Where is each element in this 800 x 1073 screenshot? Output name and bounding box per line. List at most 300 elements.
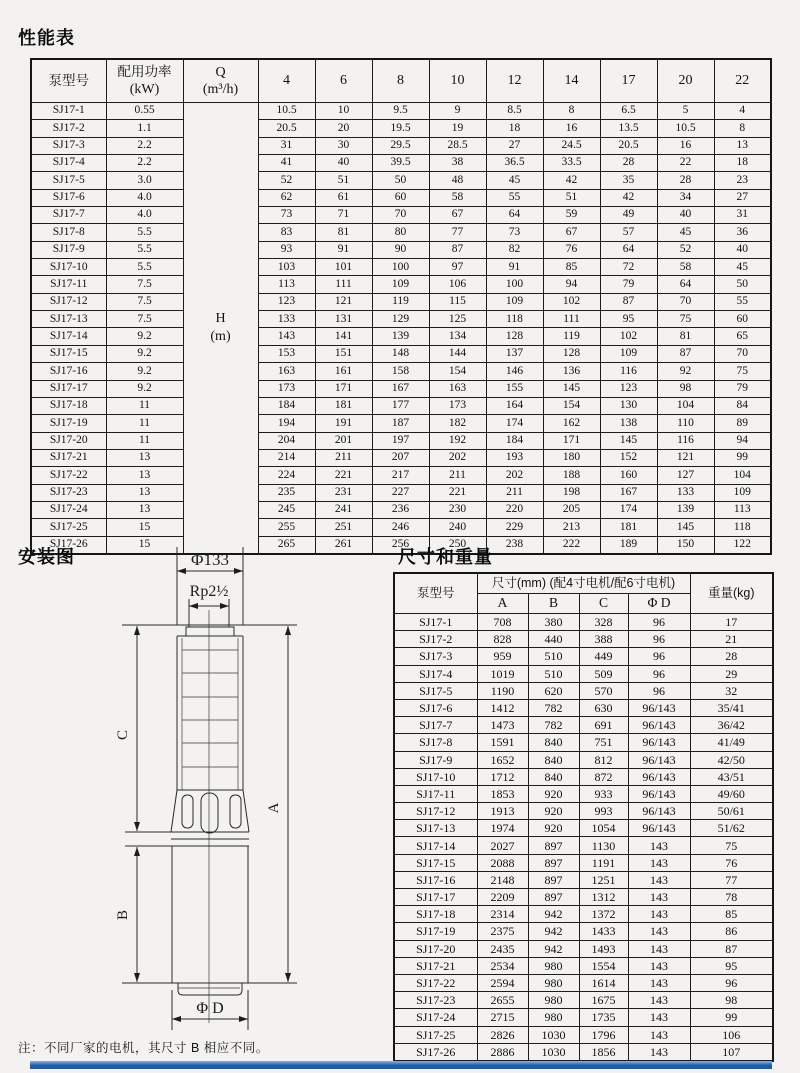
table-cell: 84 <box>714 397 771 414</box>
table-cell: 87 <box>657 345 714 362</box>
table-cell: 187 <box>372 415 429 432</box>
perf-col-flow: 4 <box>258 59 315 103</box>
table-cell: 897 <box>528 889 579 906</box>
dims-col-weight: 重量(kg) <box>690 573 773 614</box>
table-cell: SJ17-8 <box>31 224 106 241</box>
table-cell: 13 <box>106 501 183 518</box>
table-cell: 27 <box>486 137 543 154</box>
table-row <box>394 1009 773 1026</box>
table-cell: 43/51 <box>690 768 773 785</box>
table-cell: 1974 <box>477 820 528 837</box>
table-cell: SJ17-12 <box>394 803 477 820</box>
table-cell: 51/62 <box>690 820 773 837</box>
perf-col-flow: 10 <box>429 59 486 103</box>
table-cell: 1130 <box>579 837 628 854</box>
table-cell: 10.5 <box>258 103 315 120</box>
table-cell: SJ17-6 <box>394 699 477 716</box>
table-cell: 146 <box>486 363 543 380</box>
table-cell: 67 <box>429 207 486 224</box>
table-cell: 42/50 <box>690 751 773 768</box>
table-cell: 77 <box>429 224 486 241</box>
dims-col-group: 尺寸(mm) (配4寸电机/配6寸电机) <box>477 573 690 594</box>
table-cell: 193 <box>486 449 543 466</box>
table-cell: 76 <box>543 241 600 258</box>
table-cell: 150 <box>657 536 714 554</box>
table-row <box>31 415 771 432</box>
table-cell: 191 <box>315 415 372 432</box>
table-cell: 86 <box>690 923 773 940</box>
table-cell: 9.5 <box>372 103 429 120</box>
table-cell: 897 <box>528 837 579 854</box>
table-cell: 42 <box>543 172 600 189</box>
table-row <box>31 449 771 466</box>
table-cell: 100 <box>486 276 543 293</box>
table-cell: 155 <box>486 380 543 397</box>
table-cell: 11 <box>106 415 183 432</box>
table-cell: 4.0 <box>106 189 183 206</box>
table-cell: 109 <box>600 345 657 362</box>
table-row <box>31 293 771 310</box>
table-cell: 148 <box>372 345 429 362</box>
table-cell: SJ17-13 <box>31 311 106 328</box>
table-cell: 93 <box>258 241 315 258</box>
table-cell: SJ17-25 <box>31 519 106 536</box>
table-cell: 85 <box>543 259 600 276</box>
table-cell: 181 <box>315 397 372 414</box>
table-cell: 173 <box>429 397 486 414</box>
table-cell: 261 <box>315 536 372 554</box>
table-cell: 41/49 <box>690 734 773 751</box>
table-cell: 143 <box>628 871 690 888</box>
table-row <box>31 432 771 449</box>
table-cell: 177 <box>372 397 429 414</box>
dim-label-rp: Rp2½ <box>189 583 229 600</box>
table-cell: 2027 <box>477 837 528 854</box>
table-cell: SJ17-19 <box>31 415 106 432</box>
table-cell: 116 <box>657 432 714 449</box>
table-cell: 620 <box>528 682 579 699</box>
table-cell: 81 <box>657 328 714 345</box>
table-cell: 265 <box>258 536 315 554</box>
table-cell: 256 <box>372 536 429 554</box>
table-cell: 143 <box>628 992 690 1009</box>
table-cell: 255 <box>258 519 315 536</box>
table-cell: 34 <box>657 189 714 206</box>
table-cell: 109 <box>714 484 771 501</box>
table-cell: 980 <box>528 1009 579 1026</box>
table-cell: 980 <box>528 974 579 991</box>
table-row <box>394 1026 773 1043</box>
table-cell: 96 <box>628 665 690 682</box>
table-cell: 96/143 <box>628 717 690 734</box>
table-cell: 16 <box>657 137 714 154</box>
table-cell: 89 <box>714 415 771 432</box>
table-cell: SJ17-16 <box>31 363 106 380</box>
table-cell: 51 <box>315 172 372 189</box>
table-cell: 143 <box>628 1043 690 1061</box>
table-row <box>31 189 771 206</box>
table-cell: 33.5 <box>543 155 600 172</box>
table-row <box>31 363 771 380</box>
table-cell: 55 <box>486 189 543 206</box>
table-cell: 2148 <box>477 871 528 888</box>
table-cell: 95 <box>690 957 773 974</box>
table-cell: 211 <box>315 449 372 466</box>
table-cell: 1796 <box>579 1026 628 1043</box>
table-cell: SJ17-7 <box>31 207 106 224</box>
table-cell: 111 <box>543 311 600 328</box>
perf-col-flow: 22 <box>714 59 771 103</box>
table-cell: 130 <box>600 397 657 414</box>
table-cell: 933 <box>579 785 628 802</box>
table-row <box>31 103 771 120</box>
table-cell: SJ17-24 <box>394 1009 477 1026</box>
footnote: 注：不同厂家的电机，其尺寸 B 相应不同。 <box>18 1041 269 1055</box>
table-cell: SJ17-18 <box>394 906 477 923</box>
table-cell: 1652 <box>477 751 528 768</box>
table-cell: 897 <box>528 871 579 888</box>
table-cell: SJ17-5 <box>394 682 477 699</box>
table-cell: 65 <box>714 328 771 345</box>
table-cell: 48 <box>429 172 486 189</box>
table-cell: 202 <box>486 467 543 484</box>
table-cell: 1054 <box>579 820 628 837</box>
table-cell: 113 <box>258 276 315 293</box>
table-cell: 630 <box>579 699 628 716</box>
table-cell: 19.5 <box>372 120 429 137</box>
table-cell: 111 <box>315 276 372 293</box>
table-cell: 77 <box>690 871 773 888</box>
table-row <box>394 785 773 802</box>
table-cell: 98 <box>690 992 773 1009</box>
table-cell: 160 <box>600 467 657 484</box>
table-cell: 143 <box>628 923 690 940</box>
table-cell: 1312 <box>579 889 628 906</box>
table-cell: SJ17-25 <box>394 1026 477 1043</box>
table-cell: 152 <box>600 449 657 466</box>
table-cell: 2209 <box>477 889 528 906</box>
table-row <box>394 734 773 751</box>
table-cell: SJ17-8 <box>394 734 477 751</box>
table-cell: 13 <box>714 137 771 154</box>
table-cell: 510 <box>528 648 579 665</box>
table-cell: 64 <box>486 207 543 224</box>
table-cell: 45 <box>486 172 543 189</box>
table-row <box>394 940 773 957</box>
table-cell: 154 <box>429 363 486 380</box>
table-cell: 136 <box>543 363 600 380</box>
table-cell: 91 <box>486 259 543 276</box>
table-cell: 104 <box>714 467 771 484</box>
table-cell: 29.5 <box>372 137 429 154</box>
table-cell: SJ17-3 <box>31 137 106 154</box>
table-cell: 58 <box>657 259 714 276</box>
perf-col-flow: 12 <box>486 59 543 103</box>
table-cell: 13 <box>106 467 183 484</box>
table-cell: 153 <box>258 345 315 362</box>
table-cell: 128 <box>486 328 543 345</box>
table-cell: SJ17-15 <box>31 345 106 362</box>
table-row <box>31 484 771 501</box>
table-cell: 194 <box>258 415 315 432</box>
perf-col-flow-q <box>183 59 258 103</box>
table-cell: 202 <box>429 449 486 466</box>
table-cell: SJ17-17 <box>31 380 106 397</box>
table-cell: 62 <box>258 189 315 206</box>
table-cell: SJ17-2 <box>394 631 477 648</box>
table-cell: 110 <box>657 415 714 432</box>
table-cell: 1019 <box>477 665 528 682</box>
table-cell: SJ17-18 <box>31 397 106 414</box>
table-cell: 99 <box>690 1009 773 1026</box>
table-cell: 204 <box>258 432 315 449</box>
dims-col-c: C <box>579 594 628 614</box>
table-cell: 24.5 <box>543 137 600 154</box>
table-cell: 119 <box>372 293 429 310</box>
table-cell: 509 <box>579 665 628 682</box>
table-cell: 113 <box>714 501 771 518</box>
table-cell: SJ17-23 <box>31 484 106 501</box>
table-cell: 1591 <box>477 734 528 751</box>
table-cell: 96 <box>628 614 690 631</box>
footer-bar <box>30 1061 772 1069</box>
table-cell: 76 <box>690 854 773 871</box>
table-cell: 28 <box>690 648 773 665</box>
table-cell: 240 <box>429 519 486 536</box>
table-cell: 90 <box>372 241 429 258</box>
table-cell: 1.1 <box>106 120 183 137</box>
table-cell: 20.5 <box>258 120 315 137</box>
perf-col-flow: 6 <box>315 59 372 103</box>
perf-header-row <box>31 59 771 103</box>
table-cell: 143 <box>628 1026 690 1043</box>
table-cell: SJ17-6 <box>31 189 106 206</box>
table-cell: SJ17-24 <box>31 501 106 518</box>
table-cell: 96 <box>690 974 773 991</box>
table-cell: 0.55 <box>106 103 183 120</box>
table-cell: 100 <box>372 259 429 276</box>
table-cell: 127 <box>657 467 714 484</box>
table-cell: 96 <box>628 631 690 648</box>
table-cell: 134 <box>429 328 486 345</box>
table-cell: 184 <box>486 432 543 449</box>
table-cell: 31 <box>258 137 315 154</box>
table-cell: 180 <box>543 449 600 466</box>
table-cell: 15 <box>106 536 183 554</box>
table-cell: SJ17-3 <box>394 648 477 665</box>
table-cell: 2594 <box>477 974 528 991</box>
table-row <box>394 871 773 888</box>
table-cell: 9.2 <box>106 328 183 345</box>
table-cell: 238 <box>486 536 543 554</box>
table-cell: 751 <box>579 734 628 751</box>
dims-col-model: 泵型号 <box>394 573 477 614</box>
table-row <box>394 614 773 631</box>
table-cell: 96 <box>628 648 690 665</box>
table-row <box>394 889 773 906</box>
table-cell: 45 <box>657 224 714 241</box>
table-cell: 82 <box>486 241 543 258</box>
table-cell: 141 <box>315 328 372 345</box>
table-cell: SJ17-13 <box>394 820 477 837</box>
table-row <box>394 974 773 991</box>
performance-table <box>30 58 772 555</box>
table-cell: 8 <box>543 103 600 120</box>
table-cell: 20 <box>315 120 372 137</box>
table-cell: 161 <box>315 363 372 380</box>
table-cell: 7.5 <box>106 276 183 293</box>
table-cell: 181 <box>600 519 657 536</box>
table-cell: 102 <box>600 328 657 345</box>
table-cell: 708 <box>477 614 528 631</box>
table-row <box>394 631 773 648</box>
table-cell: 959 <box>477 648 528 665</box>
table-cell: 83 <box>258 224 315 241</box>
table-cell: SJ17-11 <box>394 785 477 802</box>
table-cell: 109 <box>486 293 543 310</box>
table-cell: 58 <box>429 189 486 206</box>
table-cell: 154 <box>543 397 600 414</box>
table-cell: 872 <box>579 768 628 785</box>
table-cell: 440 <box>528 631 579 648</box>
table-cell: 106 <box>429 276 486 293</box>
table-cell: 227 <box>372 484 429 501</box>
table-cell: 221 <box>429 484 486 501</box>
table-cell: 1853 <box>477 785 528 802</box>
installation-section-title: 安装图 <box>18 547 75 567</box>
table-row <box>31 311 771 328</box>
table-cell: 96/143 <box>628 699 690 716</box>
table-cell: 9.2 <box>106 345 183 362</box>
table-cell: 1190 <box>477 682 528 699</box>
table-cell: 75 <box>690 837 773 854</box>
table-cell: SJ17-26 <box>394 1043 477 1061</box>
perf-col-flow: 20 <box>657 59 714 103</box>
table-cell: 782 <box>528 717 579 734</box>
table-cell: 85 <box>690 906 773 923</box>
table-cell: 71 <box>315 207 372 224</box>
table-cell: 101 <box>315 259 372 276</box>
table-cell: 7.5 <box>106 293 183 310</box>
table-cell: 118 <box>714 519 771 536</box>
table-cell: 380 <box>528 614 579 631</box>
table-cell: 828 <box>477 631 528 648</box>
dim-label-b: B <box>115 909 131 921</box>
table-cell: 2886 <box>477 1043 528 1061</box>
table-cell: 143 <box>628 974 690 991</box>
table-row <box>31 137 771 154</box>
table-cell: 1191 <box>579 854 628 871</box>
table-cell: 1675 <box>579 992 628 1009</box>
dim-label-phid: Φ D <box>196 1000 224 1017</box>
table-cell: 17 <box>690 614 773 631</box>
table-cell: 145 <box>543 380 600 397</box>
table-cell: 18 <box>714 155 771 172</box>
table-cell: 49/60 <box>690 785 773 802</box>
table-cell: 220 <box>486 501 543 518</box>
table-cell: 39.5 <box>372 155 429 172</box>
table-cell: 79 <box>600 276 657 293</box>
table-row <box>394 957 773 974</box>
table-row <box>31 207 771 224</box>
table-cell: 236 <box>372 501 429 518</box>
table-cell: 1030 <box>528 1043 579 1061</box>
table-cell: 198 <box>543 484 600 501</box>
table-cell: 197 <box>372 432 429 449</box>
table-cell: 235 <box>258 484 315 501</box>
table-row <box>31 172 771 189</box>
table-cell: 3.0 <box>106 172 183 189</box>
table-cell: 1913 <box>477 803 528 820</box>
dims-header-row <box>394 573 773 594</box>
table-cell: SJ17-2 <box>31 120 106 137</box>
table-cell: 222 <box>543 536 600 554</box>
table-cell: 67 <box>543 224 600 241</box>
table-row <box>394 699 773 716</box>
table-cell: 131 <box>315 311 372 328</box>
table-cell: 13.5 <box>600 120 657 137</box>
table-cell: 99 <box>714 449 771 466</box>
table-cell: 96/143 <box>628 820 690 837</box>
table-cell: 79 <box>714 380 771 397</box>
table-cell: 388 <box>579 631 628 648</box>
table-cell: 151 <box>315 345 372 362</box>
table-row <box>394 923 773 940</box>
table-cell: 167 <box>600 484 657 501</box>
table-cell: 70 <box>372 207 429 224</box>
table-cell: 920 <box>528 820 579 837</box>
table-cell: SJ17-5 <box>31 172 106 189</box>
table-cell: 73 <box>258 207 315 224</box>
table-cell: 36.5 <box>486 155 543 172</box>
table-cell: 1251 <box>579 871 628 888</box>
table-cell: 55 <box>714 293 771 310</box>
table-cell: 942 <box>528 906 579 923</box>
table-cell: 449 <box>579 648 628 665</box>
table-cell: 229 <box>486 519 543 536</box>
table-cell: 45 <box>714 259 771 276</box>
table-cell: 128 <box>543 345 600 362</box>
table-cell: SJ17-17 <box>394 889 477 906</box>
table-cell: 2534 <box>477 957 528 974</box>
table-cell: 78 <box>690 889 773 906</box>
table-cell: 1856 <box>579 1043 628 1061</box>
table-cell: 104 <box>657 397 714 414</box>
table-cell: 22 <box>657 155 714 172</box>
table-cell: 2088 <box>477 854 528 871</box>
dims-col-b: B <box>528 594 579 614</box>
table-cell: 174 <box>486 415 543 432</box>
table-cell: 246 <box>372 519 429 536</box>
table-row <box>394 803 773 820</box>
table-cell: 9 <box>429 103 486 120</box>
table-cell: 7.5 <box>106 311 183 328</box>
table-cell: SJ17-16 <box>394 871 477 888</box>
table-cell: 30 <box>315 137 372 154</box>
table-cell: 10 <box>315 103 372 120</box>
table-cell: 1493 <box>579 940 628 957</box>
table-cell: 59 <box>543 207 600 224</box>
head-unit-cell: H (m) <box>183 103 258 554</box>
perf-col-power <box>106 59 183 103</box>
table-cell: SJ17-10 <box>31 259 106 276</box>
power-unit: (kW) <box>129 81 160 97</box>
table-cell: 250 <box>429 536 486 554</box>
table-cell: 691 <box>579 717 628 734</box>
q-label: Q <box>215 64 226 80</box>
table-cell: 28.5 <box>429 137 486 154</box>
table-cell: 163 <box>429 380 486 397</box>
